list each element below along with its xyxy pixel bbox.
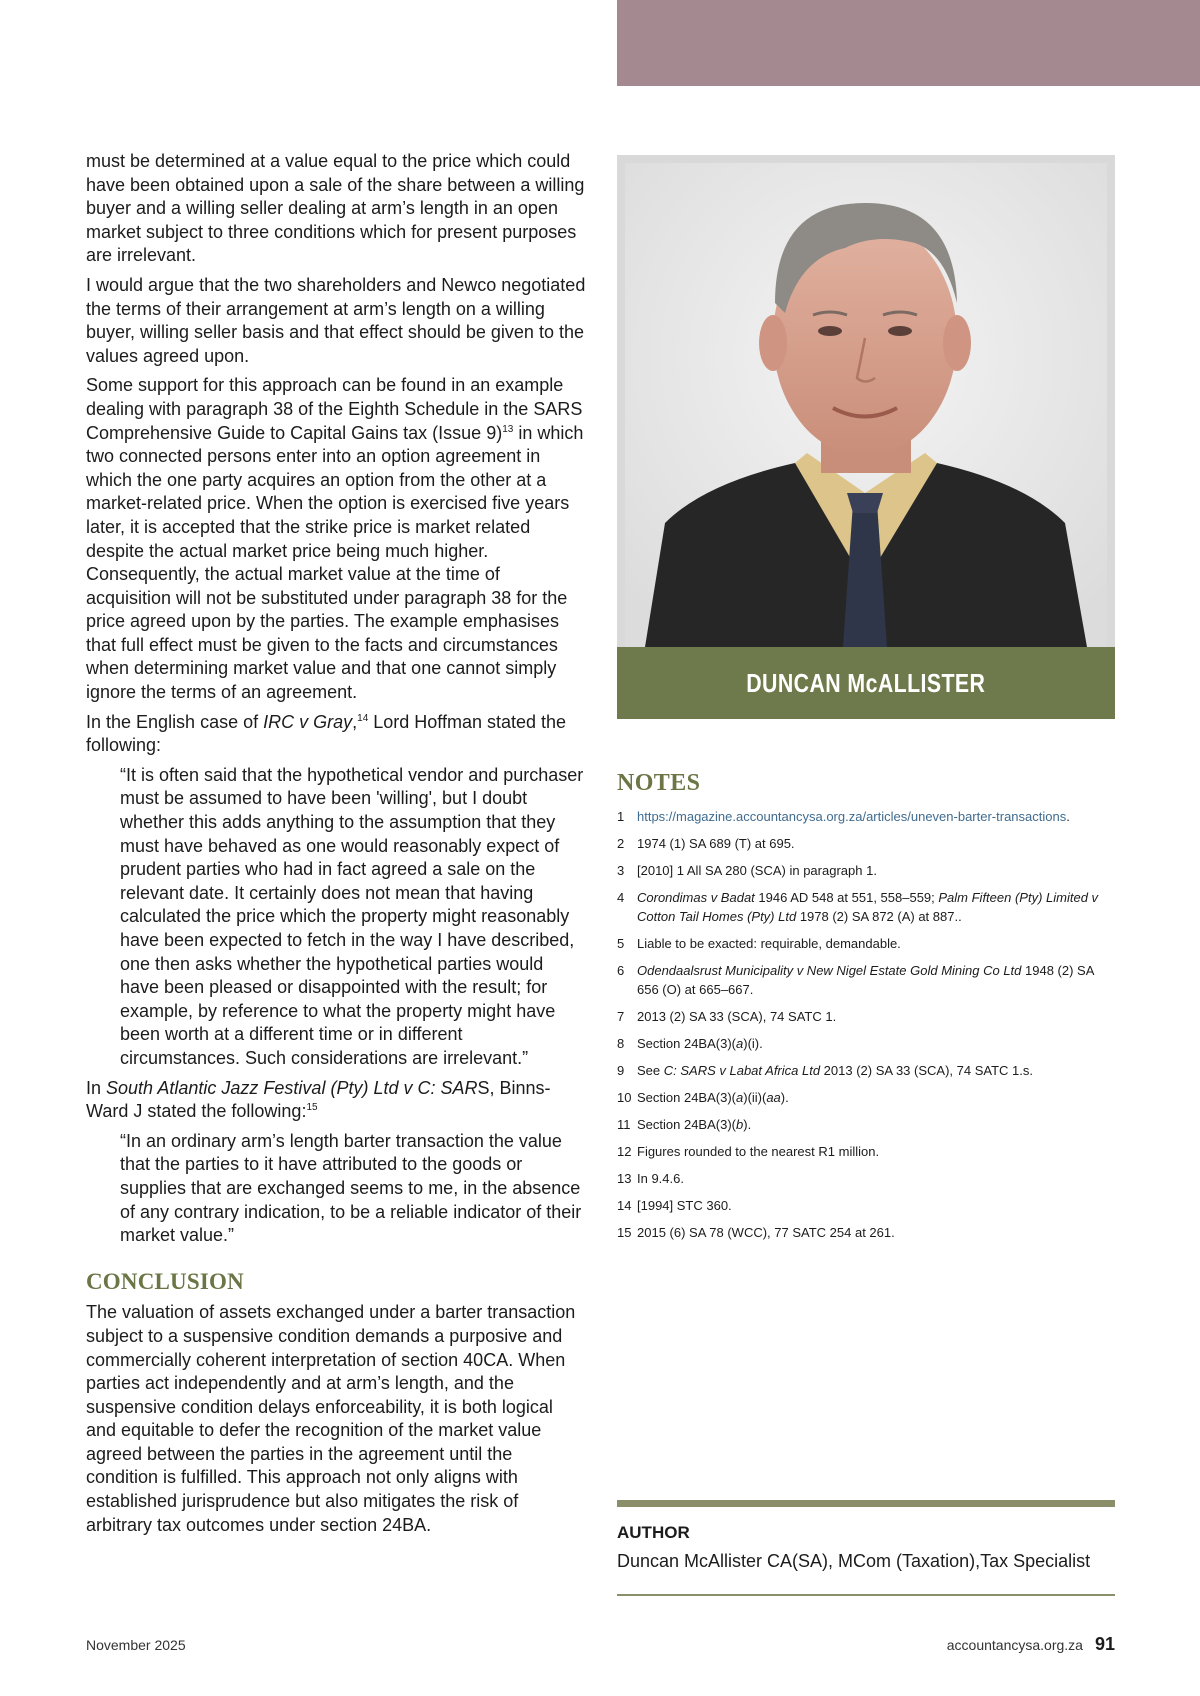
note-item: [617, 861, 1117, 880]
note-text: 1974 (1) SA 689 (T) at 695.: [637, 836, 795, 851]
note-text: .: [1066, 809, 1070, 824]
note-item: [617, 1169, 1117, 1188]
note-item: [617, 934, 1117, 953]
author-photo: [625, 163, 1107, 647]
note-case: C: SARS v Labat Africa Ltd: [663, 1063, 821, 1078]
notes-heading: NOTES: [617, 770, 701, 796]
note-item: [617, 1088, 1117, 1107]
paragraph: I would argue that the two shareholders and Newco negotiated the terms of their arrangement at arm’s length on a willing buyer, willing seller basis and that effect should be given to the values agreed upon.: [86, 274, 586, 366]
note-item: [617, 1034, 1117, 1053]
note-number: 5: [617, 936, 625, 951]
note-item: [617, 888, 1117, 926]
footnote-ref: 14: [357, 712, 369, 724]
note-item: [617, 1196, 1117, 1215]
note-italic: aa: [766, 1090, 781, 1105]
author-label: AUTHOR: [617, 1523, 690, 1542]
paragraph: [86, 711, 586, 758]
note-number: 11: [617, 1117, 631, 1132]
block-quote: “It is often said that the hypothetical vendor and purchaser must be assumed to have been 'willing', but I doubt whether this adds anything to the assumption that they must have behaved as one would reasonably expect of prudent parties who had in fact agreed a sale on the relevant date. It certainly does not mean that having calculated the price which the property might reasonably have been expected to fetch in the way I have described, one then asks whether the hypothetical parties would have been pleased or disappointed with the result; for example, by reference to what the property might have been worth at a different time or in different circumstances. Such considerations are irrelevant.”: [120, 764, 584, 1068]
note-number: 4: [617, 890, 625, 905]
paragraph-text: Lord Hoffman stated the following:: [86, 711, 567, 756]
paragraph: must be determined at a value equal to the price which could have been obtained upon a sale of the share between a willing buyer and a willing seller dealing at arm’s length in an open market subject to three conditions which for present purposes are irrelevant.: [86, 151, 585, 266]
paragraph-text: Some support for this approach can be found in an example dealing with paragraph 38 of the Eighth Schedule in the SARS Comprehensive Guide to Capital Gains tax (Issue 9): [86, 375, 583, 443]
note-link[interactable]: https://magazine.accountancysa.org.za/articles/uneven-barter-transactions: [637, 809, 1067, 824]
case-name: South Atlantic Jazz Festival (Pty) Ltd v C: SAR: [106, 1077, 478, 1098]
note-italic: a: [736, 1090, 744, 1105]
notes-section: [617, 770, 1117, 1250]
footer-right: [947, 1634, 1115, 1655]
note-text: Section 24BA(3)(: [637, 1117, 736, 1132]
note-item: [617, 834, 1117, 853]
note-text: In 9.4.6.: [637, 1171, 684, 1186]
author-divider-bottom: [617, 1594, 1115, 1596]
case-name: IRC v Gray: [263, 711, 353, 732]
note-text: [2010] 1 All SA 280 (SCA) in paragraph 1.: [637, 863, 877, 878]
note-number: 1: [617, 809, 625, 824]
block-quote: “In an ordinary arm’s length barter transaction the value that the parties to it have attributed to the goods or supplies that are exchanged seems to me, in the absence of any contrary indication, to be a reliable indicator of their market value.”: [120, 1130, 582, 1246]
note-text: ).: [743, 1117, 752, 1132]
note-case: Corondimas v Badat: [637, 890, 755, 905]
header-color-band: [617, 0, 1200, 86]
paragraph-text: S, Binns-Ward J stated the following:: [86, 1077, 551, 1122]
paragraph: [86, 1077, 586, 1124]
note-number: 6: [617, 963, 625, 978]
note-number: 13: [617, 1171, 632, 1186]
note-text: Liable to be exacted: requirable, demandable.: [637, 936, 901, 951]
note-number: 3: [617, 863, 625, 878]
footnote-ref: 13: [502, 423, 514, 435]
note-item: [617, 1223, 1117, 1242]
note-number: 7: [617, 1009, 625, 1024]
note-case: Palm Fifteen (Pty) Limited v Cotton Tail Homes (Pty) Ltd: [637, 890, 1099, 924]
note-item: [617, 807, 1117, 826]
footer-date: November 2025: [86, 1637, 186, 1653]
section-heading: CONCLUSION: [86, 1268, 244, 1294]
note-text: 1948 (2) SA 656 (O) at 665–667.: [637, 963, 1094, 997]
paragraph: The valuation of assets exchanged under a barter transaction subject to a suspensive condition demands a purposive and commercially coherent interpretation of section 40CA. When parties act independently and at arm’s length, and the suspensive condition delays enforceability, it is both logical and equitable to defer the recognition of the market value agreed between the parties in the agreement until the condition is fulfilled. This approach not only aligns with established jurisprudence but also mitigates the risk of arbitrary tax outcomes under section 24BA.: [86, 1302, 576, 1535]
paragraph-text: ,: [352, 711, 358, 732]
paragraph-text: in which two connected persons enter into an option agreement in which the one party acquires an option from the other at a market-related price. When the option is exercised five years later, it is accepted that the strike price is market related despite the actual market price being much higher. Consequently, the actual market value at the time of acquisition will not be substituted under paragraph 38 for the price agreed upon by the parties. The example emphasises that full effect must be given to the facts and circumstances when determining market value and that one cannot simply ignore the terms of an agreement.: [86, 422, 584, 703]
note-text: )(ii)(: [743, 1090, 767, 1105]
author-name: DUNCAN McALLISTER: [746, 667, 986, 698]
paragraph-text: In: [86, 1077, 107, 1098]
note-number: 12: [617, 1144, 632, 1159]
footer-site: accountancysa.org.za: [946, 1637, 1083, 1653]
note-text: 1946 AD 548 at 551, 558–559;: [754, 890, 939, 905]
footnote-ref: 15: [306, 1102, 318, 1114]
note-number: 10: [617, 1090, 632, 1105]
note-text: )(i).: [743, 1036, 763, 1051]
note-case: Odendaalsrust Municipality v New Nigel Estate Gold Mining Co Ltd: [637, 963, 1022, 978]
note-text: 2013 (2) SA 33 (SCA), 74 SATC 1.: [637, 1009, 837, 1024]
note-text: Figures rounded to the nearest R1 million.: [637, 1144, 880, 1159]
note-item: [617, 1142, 1117, 1161]
portrait-illustration: [625, 163, 1107, 647]
author-name-bar: [617, 647, 1115, 719]
paragraph-text: In the English case of: [86, 711, 264, 732]
note-text: 2013 (2) SA 33 (SCA), 74 SATC 1.s.: [820, 1063, 1033, 1078]
article-body: [86, 150, 586, 1543]
note-text: ).: [780, 1090, 789, 1105]
note-italic: a: [736, 1036, 744, 1051]
note-text: Section 24BA(3)(: [637, 1090, 736, 1105]
note-text: See: [637, 1063, 664, 1078]
note-text: 1978 (2) SA 872 (A) at 887..: [796, 909, 962, 924]
note-item: [617, 1115, 1117, 1134]
note-italic: b: [736, 1117, 744, 1132]
note-text: Section 24BA(3)(: [637, 1036, 736, 1051]
author-divider-top: [617, 1500, 1115, 1507]
note-number: 9: [617, 1063, 625, 1078]
page-number: 91: [1094, 1634, 1115, 1654]
note-number: 8: [617, 1036, 625, 1051]
paragraph: [86, 374, 586, 704]
note-text: 2015 (6) SA 78 (WCC), 77 SATC 254 at 261.: [637, 1225, 895, 1240]
note-item: [617, 1007, 1117, 1026]
note-item: [617, 1061, 1117, 1080]
note-text: [1994] STC 360.: [637, 1198, 732, 1213]
author-credentials: Duncan McAllister CA(SA), MCom (Taxation),Tax Specialist: [617, 1551, 1091, 1571]
note-number: 14: [617, 1198, 632, 1213]
note-number: 2: [617, 836, 625, 851]
note-number: 15: [617, 1225, 632, 1240]
author-photo-frame: [617, 155, 1115, 647]
note-item: [617, 961, 1117, 999]
